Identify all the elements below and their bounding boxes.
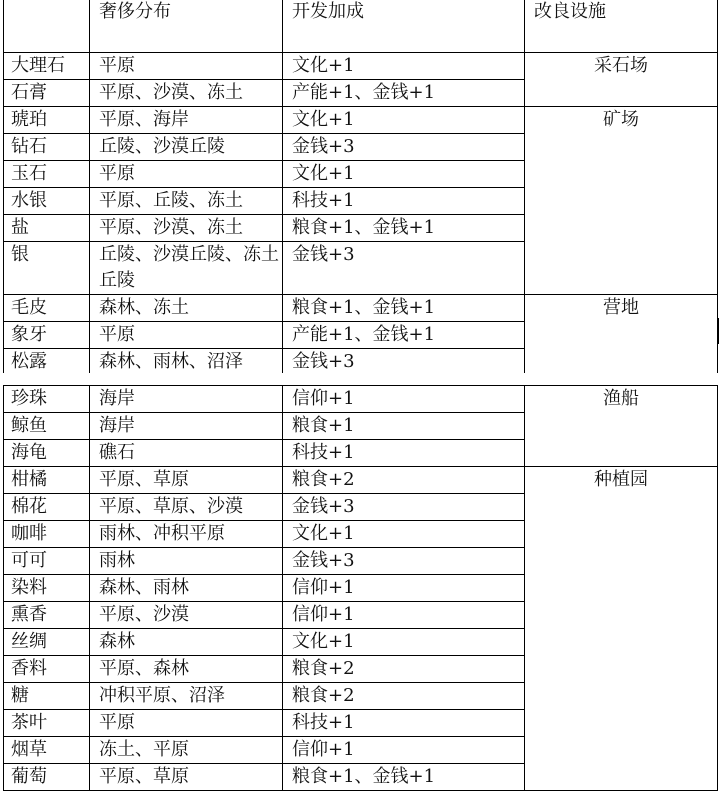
resource-bonus: 文化+1 [283, 53, 525, 80]
resource-name: 琥珀 [4, 107, 90, 134]
header-facility: 改良设施 [525, 0, 718, 53]
header-bonus: 开发加成 [283, 0, 525, 53]
resource-name: 茶叶 [4, 710, 90, 737]
resource-name: 石膏 [4, 80, 90, 107]
header-row [4, 0, 718, 53]
resource-distribution: 平原 [90, 710, 283, 737]
text-cursor-mark [718, 318, 719, 344]
resource-bonus: 文化+1 [283, 107, 525, 134]
resource-name: 丝绸 [4, 629, 90, 656]
table-row [4, 107, 718, 134]
table-row [4, 295, 718, 322]
resource-distribution: 丘陵、沙漠丘陵 [90, 134, 283, 161]
resource-distribution: 平原、丘陵、冻土 [90, 188, 283, 215]
resource-distribution: 森林、雨林、沼泽 [90, 349, 283, 376]
resource-name: 可可 [4, 548, 90, 575]
resource-distribution: 丘陵、沙漠丘陵、冻土丘陵 [90, 242, 283, 295]
resource-name: 松露 [4, 349, 90, 376]
resource-distribution: 冻土、平原 [90, 737, 283, 764]
resource-name: 熏香 [4, 602, 90, 629]
resource-bonus: 粮食+1、金钱+1 [283, 215, 525, 242]
resource-bonus: 金钱+3 [283, 548, 525, 575]
resource-distribution: 森林、雨林 [90, 575, 283, 602]
resource-name: 咖啡 [4, 521, 90, 548]
resource-distribution: 冲积平原、沼泽 [90, 683, 283, 710]
resource-bonus: 科技+1 [283, 188, 525, 215]
resource-bonus: 信仰+1 [283, 575, 525, 602]
page-break-gap [3, 373, 720, 384]
resource-bonus: 产能+1、金钱+1 [283, 80, 525, 107]
resource-bonus: 粮食+1、金钱+1 [283, 764, 525, 791]
resource-bonus: 科技+1 [283, 710, 525, 737]
resource-distribution: 森林、冻土 [90, 295, 283, 322]
resource-name: 棉花 [4, 494, 90, 521]
resource-distribution: 雨林 [90, 548, 283, 575]
resource-bonus: 金钱+3 [283, 134, 525, 161]
resource-distribution: 平原 [90, 53, 283, 80]
resource-bonus: 信仰+1 [283, 602, 525, 629]
resource-distribution: 礁石 [90, 440, 283, 467]
resource-name: 大理石 [4, 53, 90, 80]
resource-bonus: 粮食+2 [283, 683, 525, 710]
table-row [4, 53, 718, 80]
resource-name: 染料 [4, 575, 90, 602]
resource-bonus: 粮食+2 [283, 467, 525, 494]
resource-bonus: 科技+1 [283, 440, 525, 467]
table-row [4, 467, 718, 494]
resource-bonus: 金钱+3 [283, 242, 525, 295]
resource-distribution: 平原 [90, 161, 283, 188]
resource-distribution: 平原、草原 [90, 764, 283, 791]
luxury-resource-table-2 [3, 385, 718, 791]
resource-distribution: 平原、海岸 [90, 107, 283, 134]
resource-name: 钻石 [4, 134, 90, 161]
resource-bonus: 文化+1 [283, 629, 525, 656]
resource-distribution: 平原、草原 [90, 467, 283, 494]
improvement-facility: 采石场 [525, 53, 718, 107]
resource-distribution: 海岸 [90, 413, 283, 440]
resource-name: 海龟 [4, 440, 90, 467]
resource-bonus: 文化+1 [283, 161, 525, 188]
resource-bonus: 信仰+1 [283, 737, 525, 764]
resource-bonus: 粮食+2 [283, 656, 525, 683]
improvement-facility: 营地 [525, 295, 718, 376]
resource-name: 水银 [4, 188, 90, 215]
resource-distribution: 平原、沙漠、冻土 [90, 215, 283, 242]
resource-name: 象牙 [4, 322, 90, 349]
resource-distribution: 平原、沙漠、冻土 [90, 80, 283, 107]
resource-bonus: 文化+1 [283, 521, 525, 548]
resource-distribution: 森林 [90, 629, 283, 656]
resource-distribution: 平原、森林 [90, 656, 283, 683]
resource-distribution: 海岸 [90, 386, 283, 413]
resource-name: 盐 [4, 215, 90, 242]
resource-name: 银 [4, 242, 90, 295]
resource-name: 毛皮 [4, 295, 90, 322]
header-blank [4, 0, 90, 53]
resource-name: 柑橘 [4, 467, 90, 494]
resource-name: 鲸鱼 [4, 413, 90, 440]
resource-name: 香料 [4, 656, 90, 683]
resource-bonus: 信仰+1 [283, 386, 525, 413]
improvement-facility: 种植园 [525, 467, 718, 791]
header-distribution: 奢侈分布 [90, 0, 283, 53]
resource-distribution: 雨林、冲积平原 [90, 521, 283, 548]
resource-name: 烟草 [4, 737, 90, 764]
improvement-facility: 矿场 [525, 107, 718, 295]
improvement-facility: 渔船 [525, 386, 718, 467]
resource-bonus: 金钱+3 [283, 494, 525, 521]
table-row [4, 386, 718, 413]
resource-distribution: 平原、沙漠 [90, 602, 283, 629]
resource-name: 葡萄 [4, 764, 90, 791]
resource-bonus: 产能+1、金钱+1 [283, 322, 525, 349]
resource-name: 玉石 [4, 161, 90, 188]
resource-bonus: 粮食+1、金钱+1 [283, 295, 525, 322]
resource-distribution: 平原、草原、沙漠 [90, 494, 283, 521]
resource-bonus: 粮食+1 [283, 413, 525, 440]
luxury-resource-table-1 [3, 0, 718, 376]
resource-name: 珍珠 [4, 386, 90, 413]
resource-name: 糖 [4, 683, 90, 710]
resource-distribution: 平原 [90, 322, 283, 349]
resource-bonus: 金钱+3 [283, 349, 525, 376]
